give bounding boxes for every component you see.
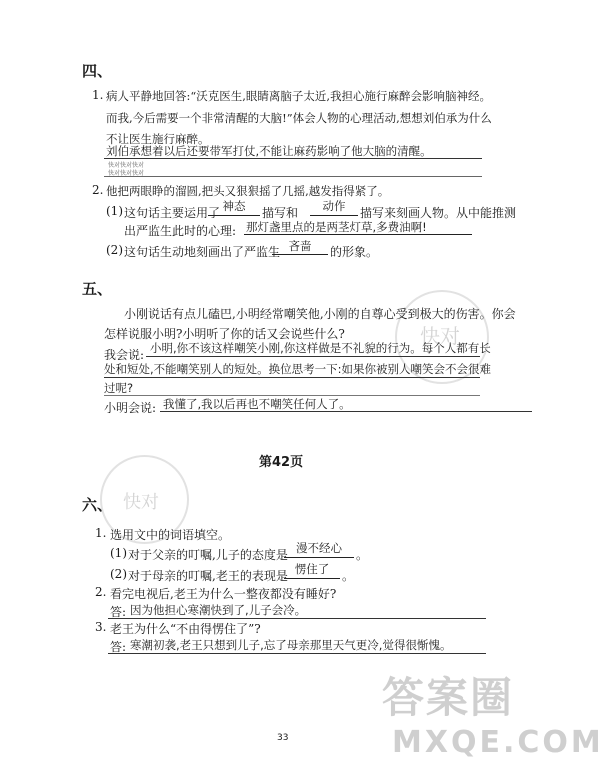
s5-xm-line (160, 411, 532, 412)
s4-q2-1-answer-line (244, 234, 472, 235)
s6-q1-2-end: 。 (342, 569, 355, 583)
s6-q3-label: 3. (95, 620, 107, 634)
s5-me-line-2 (104, 377, 480, 378)
s6-q1-2-blank (284, 578, 340, 579)
s4-q1-scribble-1: 快对快对快对 (108, 162, 145, 169)
watermark-middle-text: 快对 (123, 492, 159, 513)
s6-q1-1-end: 。 (356, 548, 369, 562)
s4-q2-1-answer: 那灯盏里点的是两茎灯草,多费油啊! (246, 220, 427, 234)
s6-q2-answer-label: 答: (110, 605, 127, 619)
s4-q2-2-blank (272, 254, 328, 255)
s5-me-answer-3: 过呢? (104, 381, 134, 395)
s6-q2-label: 2. (95, 585, 107, 599)
s4-q1-line-2: 而我,今后需要一个非常清醒的大脑!”体会人物的心理活动,想想刘伯承为什么 (106, 111, 492, 125)
s4-q2-label: 2. (92, 183, 104, 197)
s5-para-2: 怎样说服小明?小明听了你的话又会说些什么? (104, 327, 345, 341)
page-number: 33 (277, 733, 289, 743)
s4-q1-answer-line (104, 158, 482, 159)
section-6-heading: 六、 (82, 496, 113, 514)
s6-q1-1-text: 对于父亲的叮嘱,儿子的态度是 (128, 548, 288, 562)
s4-q2-1-blank-1 (208, 215, 260, 216)
s5-para-1: 小刚说话有点儿磕巴,小明经常嘲笑他,小刚的自尊心受到极大的伤害。你会 (124, 307, 516, 321)
s6-q1-1-fill: 漫不经心 (296, 541, 342, 555)
s5-me-answer-2: 处和短处,不能嘲笑别人的短处。换位思考一下:如果你被别人嘲笑会不会很难 (104, 362, 492, 376)
s4-q2-1-text-b: 描写和 (262, 206, 299, 220)
s5-me-label: 我会说: (104, 348, 145, 362)
s6-q2-answer: 因为他担心寒潮快到了,儿子会冷。 (130, 603, 307, 617)
s6-q3-text: 老王为什么“不由得愣住了”? (110, 622, 261, 636)
s4-q1-line-1: 病人平静地回答:“沃克医生,眼睛离脑子太近,我担心施行麻醉会影响脑神经。 (106, 89, 492, 103)
s6-q3-answer: 寒潮初袭,老王只想到儿子,忘了母亲那里天气更冷,觉得很惭愧。 (130, 638, 452, 652)
s4-q2-1-label: (1) (106, 204, 123, 218)
s4-q2-line: 他把两眼睁的溜圆,把头又狠狠摇了几摇,越发指得紧了。 (106, 184, 390, 198)
s6-q1-2-text: 对于母亲的叮嘱,老王的表现是 (128, 569, 288, 583)
s4-q2-1-text-a: 这句话主要运用了 (124, 206, 221, 220)
s4-q1-line-3: 不让医生施行麻醉。 (106, 132, 210, 146)
s5-xm-answer: 我懂了,我以后再也不嘲笑任何人了。 (163, 397, 351, 411)
s4-q2-1-text-d: 出严监生此时的心理: (124, 224, 237, 238)
s6-q2-answer-line (108, 618, 486, 619)
s4-q2-2-text-b: 的形象。 (330, 245, 379, 259)
s6-q1-2-fill: 愣住了 (294, 562, 330, 576)
s4-q2-2-text-a: 这句话生动地刻画出了严监生 (124, 245, 281, 259)
section-5-heading: 五、 (82, 280, 113, 298)
s6-q3-answer-line (108, 653, 486, 654)
s5-me-answer-1: 小明,你不该这样嘲笑小刚,你这样做是不礼貌的行为。每个人都有长 (150, 341, 491, 355)
s4-q1-answer-line-2 (104, 176, 482, 177)
watermark-bottom-url: MXQE.COM (392, 725, 604, 760)
s4-q2-1-blank-2 (310, 215, 358, 216)
s5-me-line-1 (146, 356, 480, 357)
s4-q2-1-text-c: 描写来刻画人物。从中能推测 (360, 206, 517, 220)
page-heading: 第42页 (259, 455, 304, 470)
s6-q3-answer-label: 答: (110, 640, 127, 654)
s6-q1-1-blank (284, 557, 354, 558)
s4-q2-1-fill-1: 神态 (222, 199, 246, 213)
s6-q1-text: 选用文中的词语填空。 (110, 528, 231, 542)
s6-q1-label: 1. (95, 526, 107, 540)
s6-q1-1-label: (1) (110, 546, 127, 560)
watermark-bottom-logo: 答案圈 (382, 673, 515, 722)
s5-xm-label: 小明会说: (104, 401, 157, 415)
s4-q1-answer: 刘伯承想着以后还要带军打仗,不能让麻药影响了他大脑的清醒。 (106, 144, 432, 158)
s6-q2-text: 看完电视后,老王为什么一整夜都没有睡好? (110, 587, 337, 601)
s4-q1-label: 1. (92, 88, 104, 102)
s4-q2-1-fill-2: 动作 (322, 199, 346, 213)
s4-q1-scribble-2: 快对快对快对 (108, 170, 145, 177)
s6-q1-2-label: (2) (110, 567, 127, 581)
watermark-top-text: 快对 (420, 324, 460, 348)
s4-q2-2-label: (2) (106, 243, 123, 257)
section-4-heading: 四、 (82, 62, 113, 80)
s4-q2-2-fill: 吝啬 (288, 239, 312, 253)
